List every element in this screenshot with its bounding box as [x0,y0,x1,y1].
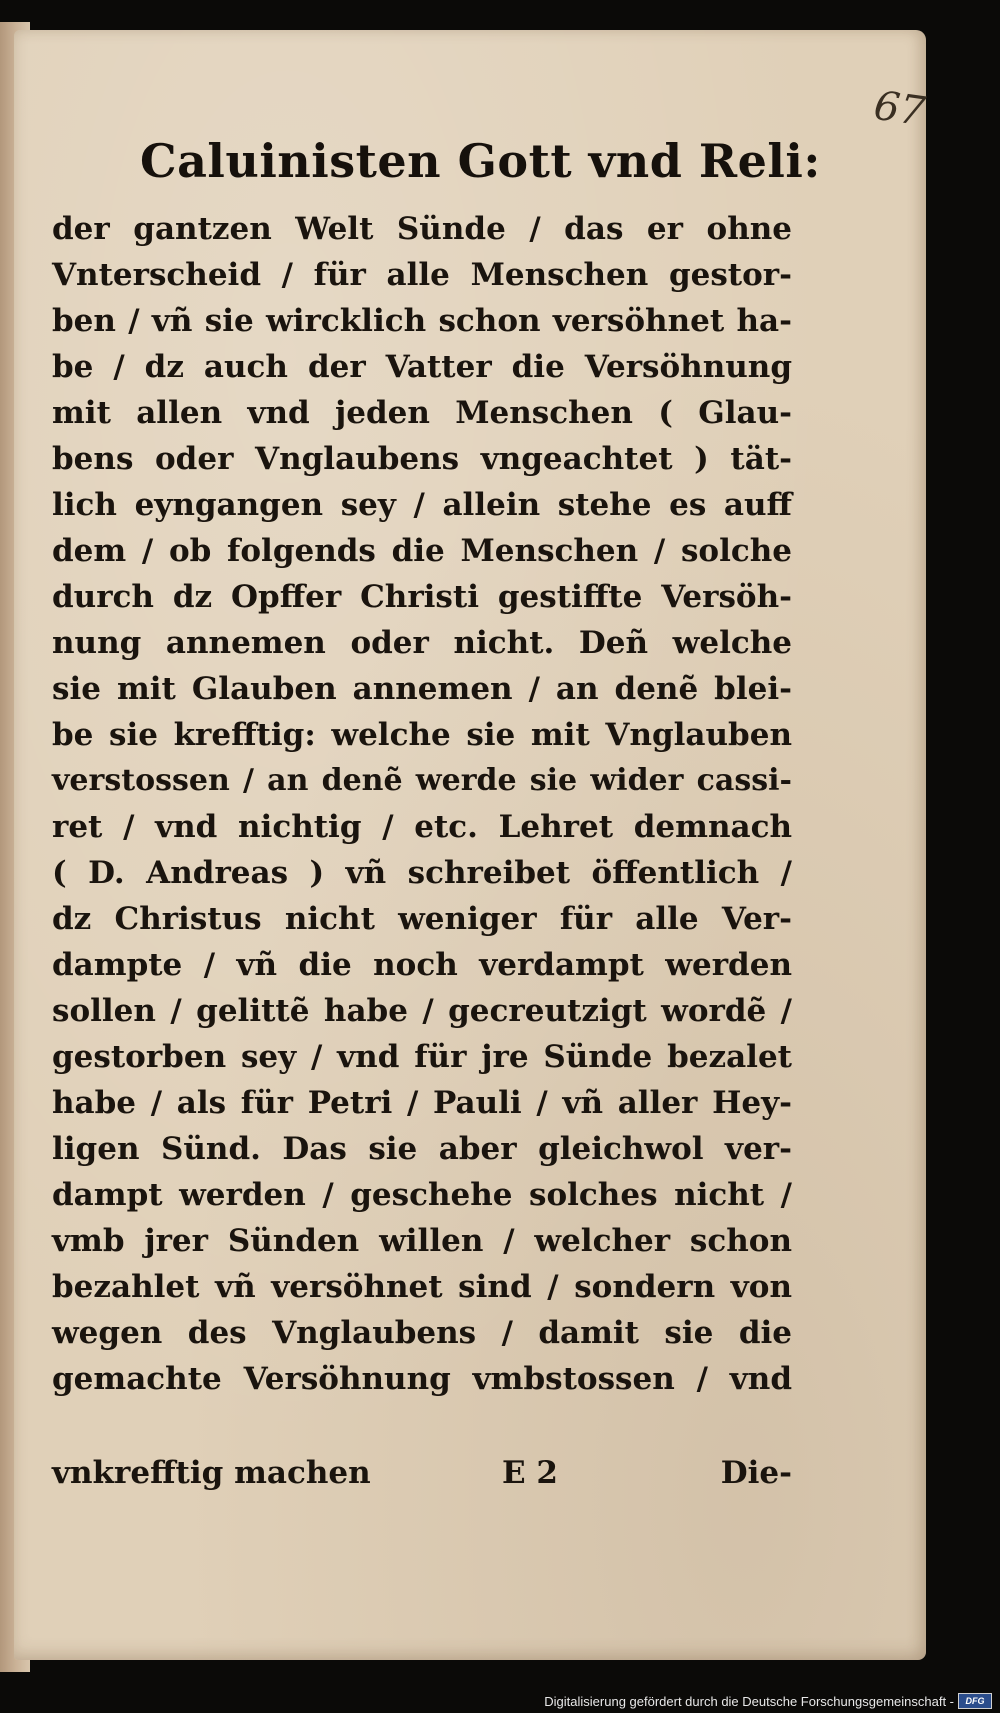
signature-mark: E 2 [502,1455,558,1491]
text-line: der gantzen Welt Sünde / das er ohne [52,211,792,247]
running-head: Caluinisten Gott vnd Reli: [140,134,821,188]
text-line: ret / vnd nichtig / etc. Lehret demnach [52,809,792,845]
text-line: sie mit Glauben annemen / an denẽ blei- [52,671,792,707]
text-line: bens oder Vnglaubens vngeachtet ) tät- [52,441,792,477]
text-line: verstossen / an denẽ werde sie wider cassi- [52,763,792,798]
text-line: dz Christus nicht weniger für alle Ver- [52,901,792,937]
text-line: ( D. Andreas ) vñ schreibet öffentlich / [52,855,792,891]
dfg-logo: DFG [958,1693,992,1709]
folio-number: 67 [871,82,928,136]
text-line: mit allen vnd jeden Menschen ( Glau- [52,395,792,431]
text-line: durch dz Opffer Christi gestiffte Versöh- [52,579,792,615]
catchword: Die- [720,1455,792,1491]
text-line: habe / als für Petri / Pauli / vñ aller Hey- [52,1085,792,1121]
text-line: ligen Sünd. Das sie aber gleichwol ver- [52,1131,792,1167]
text-line: gemachte Versöhnung vmbstossen / vnd [52,1361,792,1397]
text-line: nung annemen oder nicht. Deñ welche [52,625,792,661]
text-line: dampte / vñ die noch verdampt werden [52,947,792,983]
body-text [52,206,792,1402]
text-line: sollen / gelittẽ habe / gecreutzigt wordẽ / [52,993,792,1029]
last-line-text: vnkrefftig machen [52,1455,371,1491]
book-page [14,30,926,1660]
text-line: ben / vñ sie wircklich schon versöhnet ha- [52,303,792,339]
text-line: dampt werden / geschehe solches nicht / [52,1177,792,1213]
text-line: Vnterscheid / für alle Menschen gestor- [52,257,792,293]
text-line: lich eyngangen sey / allein stehe es auff [52,487,792,523]
text-line: vmb jrer Sünden willen / welcher schon [52,1223,792,1259]
text-line: be / dz auch der Vatter die Versöhnung [52,349,792,385]
text-line: be sie krefftig: welche sie mit Vnglauben [52,717,792,753]
text-line: dem / ob folgends die Menschen / solche [52,533,792,569]
footer-line [52,1450,792,1496]
text-line: wegen des Vnglaubens / damit sie die [52,1315,792,1351]
funding-note: Digitalisierung gefördert durch die Deutsche Forschungsgemeinschaft - [544,1694,954,1709]
text-line: gestorben sey / vnd für jre Sünde bezalet [52,1039,792,1075]
text-line: bezahlet vñ versöhnet sind / sondern von [52,1269,792,1305]
